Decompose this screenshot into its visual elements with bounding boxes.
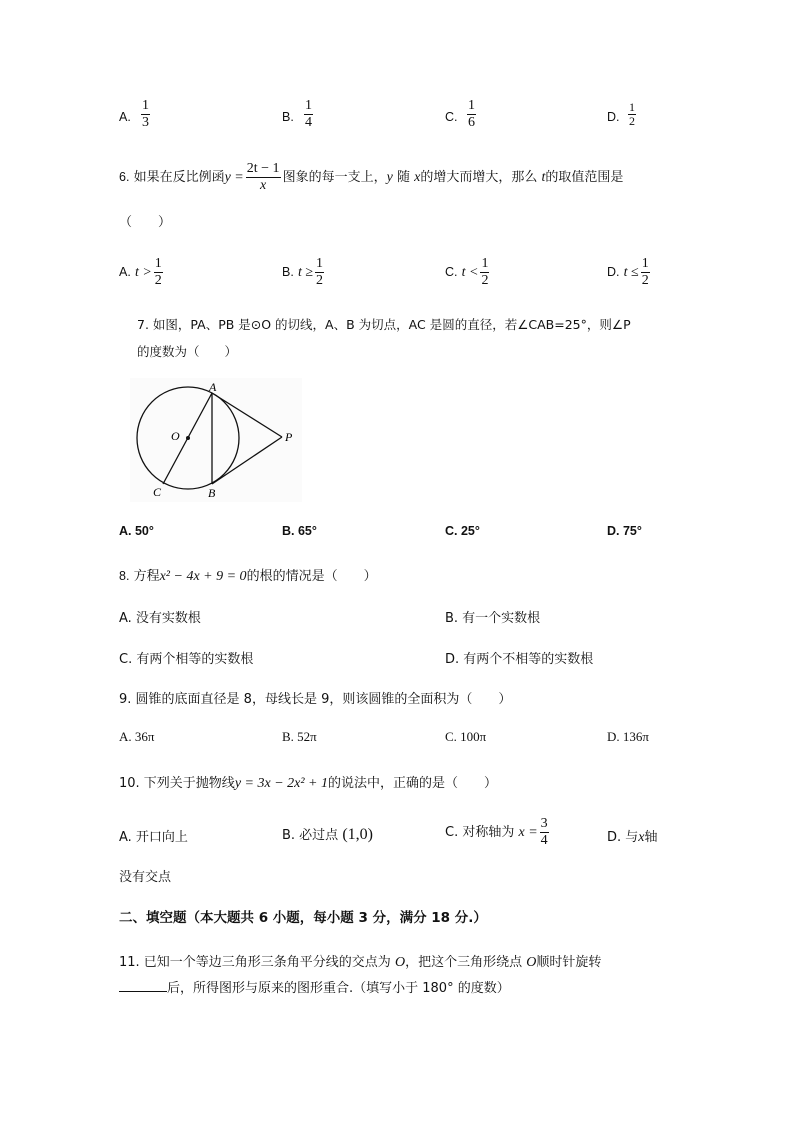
q5-c-numerator: 1 [468,98,475,113]
q7-tangent-figure [130,378,302,502]
q6-option-a [119,256,165,289]
q10-c-num: 3 [540,816,548,831]
q6-a-expr: t > [134,265,152,280]
q6-option-c [445,256,491,289]
q6-c-den: 2 [481,273,489,288]
q6-b-den: 2 [316,273,324,288]
q11-text-post: 顺时针旋转 [536,955,602,970]
q10-text-pre: 10. 下列关于抛物线 [119,776,235,791]
q10-c-text: C. 对称轴为 [445,825,515,840]
q6-b-label: B. [282,265,294,279]
q6-text-mid3: 的增大而增大，那么 [420,170,538,185]
q11-point-o-2: O [526,955,537,970]
q6-b-num: 1 [316,256,324,271]
q8-option-d: D. 有两个不相等的实数根 [445,652,594,667]
q6-func-denominator: x [246,177,281,194]
label-b: B [208,486,216,500]
q11-line2 [119,977,510,996]
q11-text-pre: 11. 已知一个等边三角形三条角平分线的交点为 [119,955,391,970]
q6-func-numerator: 2t − 1 [246,161,280,176]
q5-option-b-label: B. [282,110,294,124]
q5-option-c-label: C. [445,110,458,124]
q8-option-b: B. 有一个实数根 [445,611,541,626]
q6-d-expr: t ≤ [623,265,639,280]
q11-line1 [119,951,601,971]
q7-line1: 7. 如图，PA、PB 是⊙O 的切线，A、B 为切点，AC 是圆的直径，若∠CAB=25°，则∠P [137,317,631,332]
q6-d-label: D. [607,265,620,279]
q6-option-d [607,256,652,289]
q6-paren: （ ） [119,215,172,230]
q10-option-d [607,826,658,846]
q6-var-x: x [414,170,421,185]
q7-option-d: D. 75° [607,524,642,538]
q6-c-num: 1 [481,256,489,271]
label-c: C [153,485,162,499]
q8-text-post: 的根的情况是（ ） [246,569,377,584]
q10-equation: y = 3x − 2x² + 1 [234,776,328,791]
q5-b-numerator: 1 [305,98,312,113]
q6-d-num: 1 [641,256,649,271]
q6-d-den: 2 [641,273,649,288]
q10-option-d-wrap: 没有交点 [119,870,172,885]
q9-stem: 9. 圆锥的底面直径是 8，母线长是 9，则该圆锥的全面积为（ ） [119,692,512,707]
q5-d-numerator: 1 [629,100,635,114]
label-p: P [285,430,293,444]
q8-number: 8. [119,569,130,583]
q6-func-lhs: y = [224,170,244,185]
q5-b-denominator: 4 [305,115,312,130]
q10-option-b [282,824,373,844]
q5-option-d-fraction [626,101,638,128]
q6-a-den: 2 [154,273,162,288]
q11-text-mid: ，把这个三角形绕点 [405,955,523,970]
q11-answer-blank[interactable] [119,979,167,992]
q6-a-num: 1 [154,256,162,271]
q10-d-post: 轴 [644,830,658,845]
q8-stem [119,565,377,585]
q5-c-denominator: 6 [468,115,475,130]
section2-heading: 二、填空题（本大题共 6 小题，每小题 3 分，满分 18 分.） [119,910,487,926]
q5-option-d-label: D. [607,110,620,124]
q8-option-a: A. 没有实数根 [119,611,201,626]
q10-stem [119,772,497,792]
q6-b-expr: t ≥ [297,265,314,280]
q7-option-c: C. 25° [445,524,480,538]
q6-c-label: C. [445,265,458,279]
q10-option-a: A. 开口向上 [119,830,188,845]
q5-option-c-fraction [465,98,478,131]
q7-line2: 的度数为（ ） [137,344,238,359]
q6-c-expr: t < [461,265,479,280]
q6-var-t: t [541,170,546,185]
q10-d-var: x [638,830,645,845]
q6-text-mid2: 随 [396,170,410,185]
q5-a-denominator: 3 [142,115,149,130]
q6-number: 6. [119,170,130,184]
q8-equation: x² − 4x + 9 = 0 [159,569,247,584]
q5-option-a-label: A. [119,110,131,124]
q9-option-d: D. 136π [607,729,649,744]
q10-d-pre: D. 与 [607,830,639,845]
q5-d-denominator: 2 [629,114,635,128]
q6-a-label: A. [119,265,131,279]
q6-var-y: y [386,170,393,185]
q6-text-mid1: 图象的每一支上， [282,170,387,185]
q10-c-den: 4 [540,833,548,848]
center-point-o [186,436,190,440]
q9-option-a: A. 36π [119,729,155,744]
q7-option-b: B. 65° [282,524,317,538]
q10-text-post: 的说法中，正确的是（ ） [328,776,498,791]
figure-background [130,378,302,502]
label-a: A [209,380,217,394]
q5-option-a-fraction [139,98,152,131]
q5-option-b-fraction [302,98,315,131]
q8-text-pre: 方程 [133,569,160,584]
q6-stem [119,161,623,194]
q10-c-expr: x = [518,825,538,840]
q5-a-numerator: 1 [142,98,149,113]
q6-text-post: 的取值范围是 [545,170,624,185]
q10-option-c [445,816,551,849]
q7-option-a: A. 50° [119,524,154,538]
q8-option-c: C. 有两个相等的实数根 [119,652,254,667]
q9-option-c: C. 100π [445,729,487,744]
q6-text-pre: 如果在反比例函 [133,170,225,185]
q10-b-text: B. 必过点 [282,828,339,843]
q11-point-o-1: O [394,955,406,970]
q10-b-point: (1,0) [342,826,373,843]
q11-line2-text: 后，所得图形与原来的图形重合.（填写小于 180° 的度数） [167,981,510,996]
label-o: O [171,429,180,443]
q6-option-b [282,256,326,289]
q9-option-b: B. 52π [282,729,317,744]
